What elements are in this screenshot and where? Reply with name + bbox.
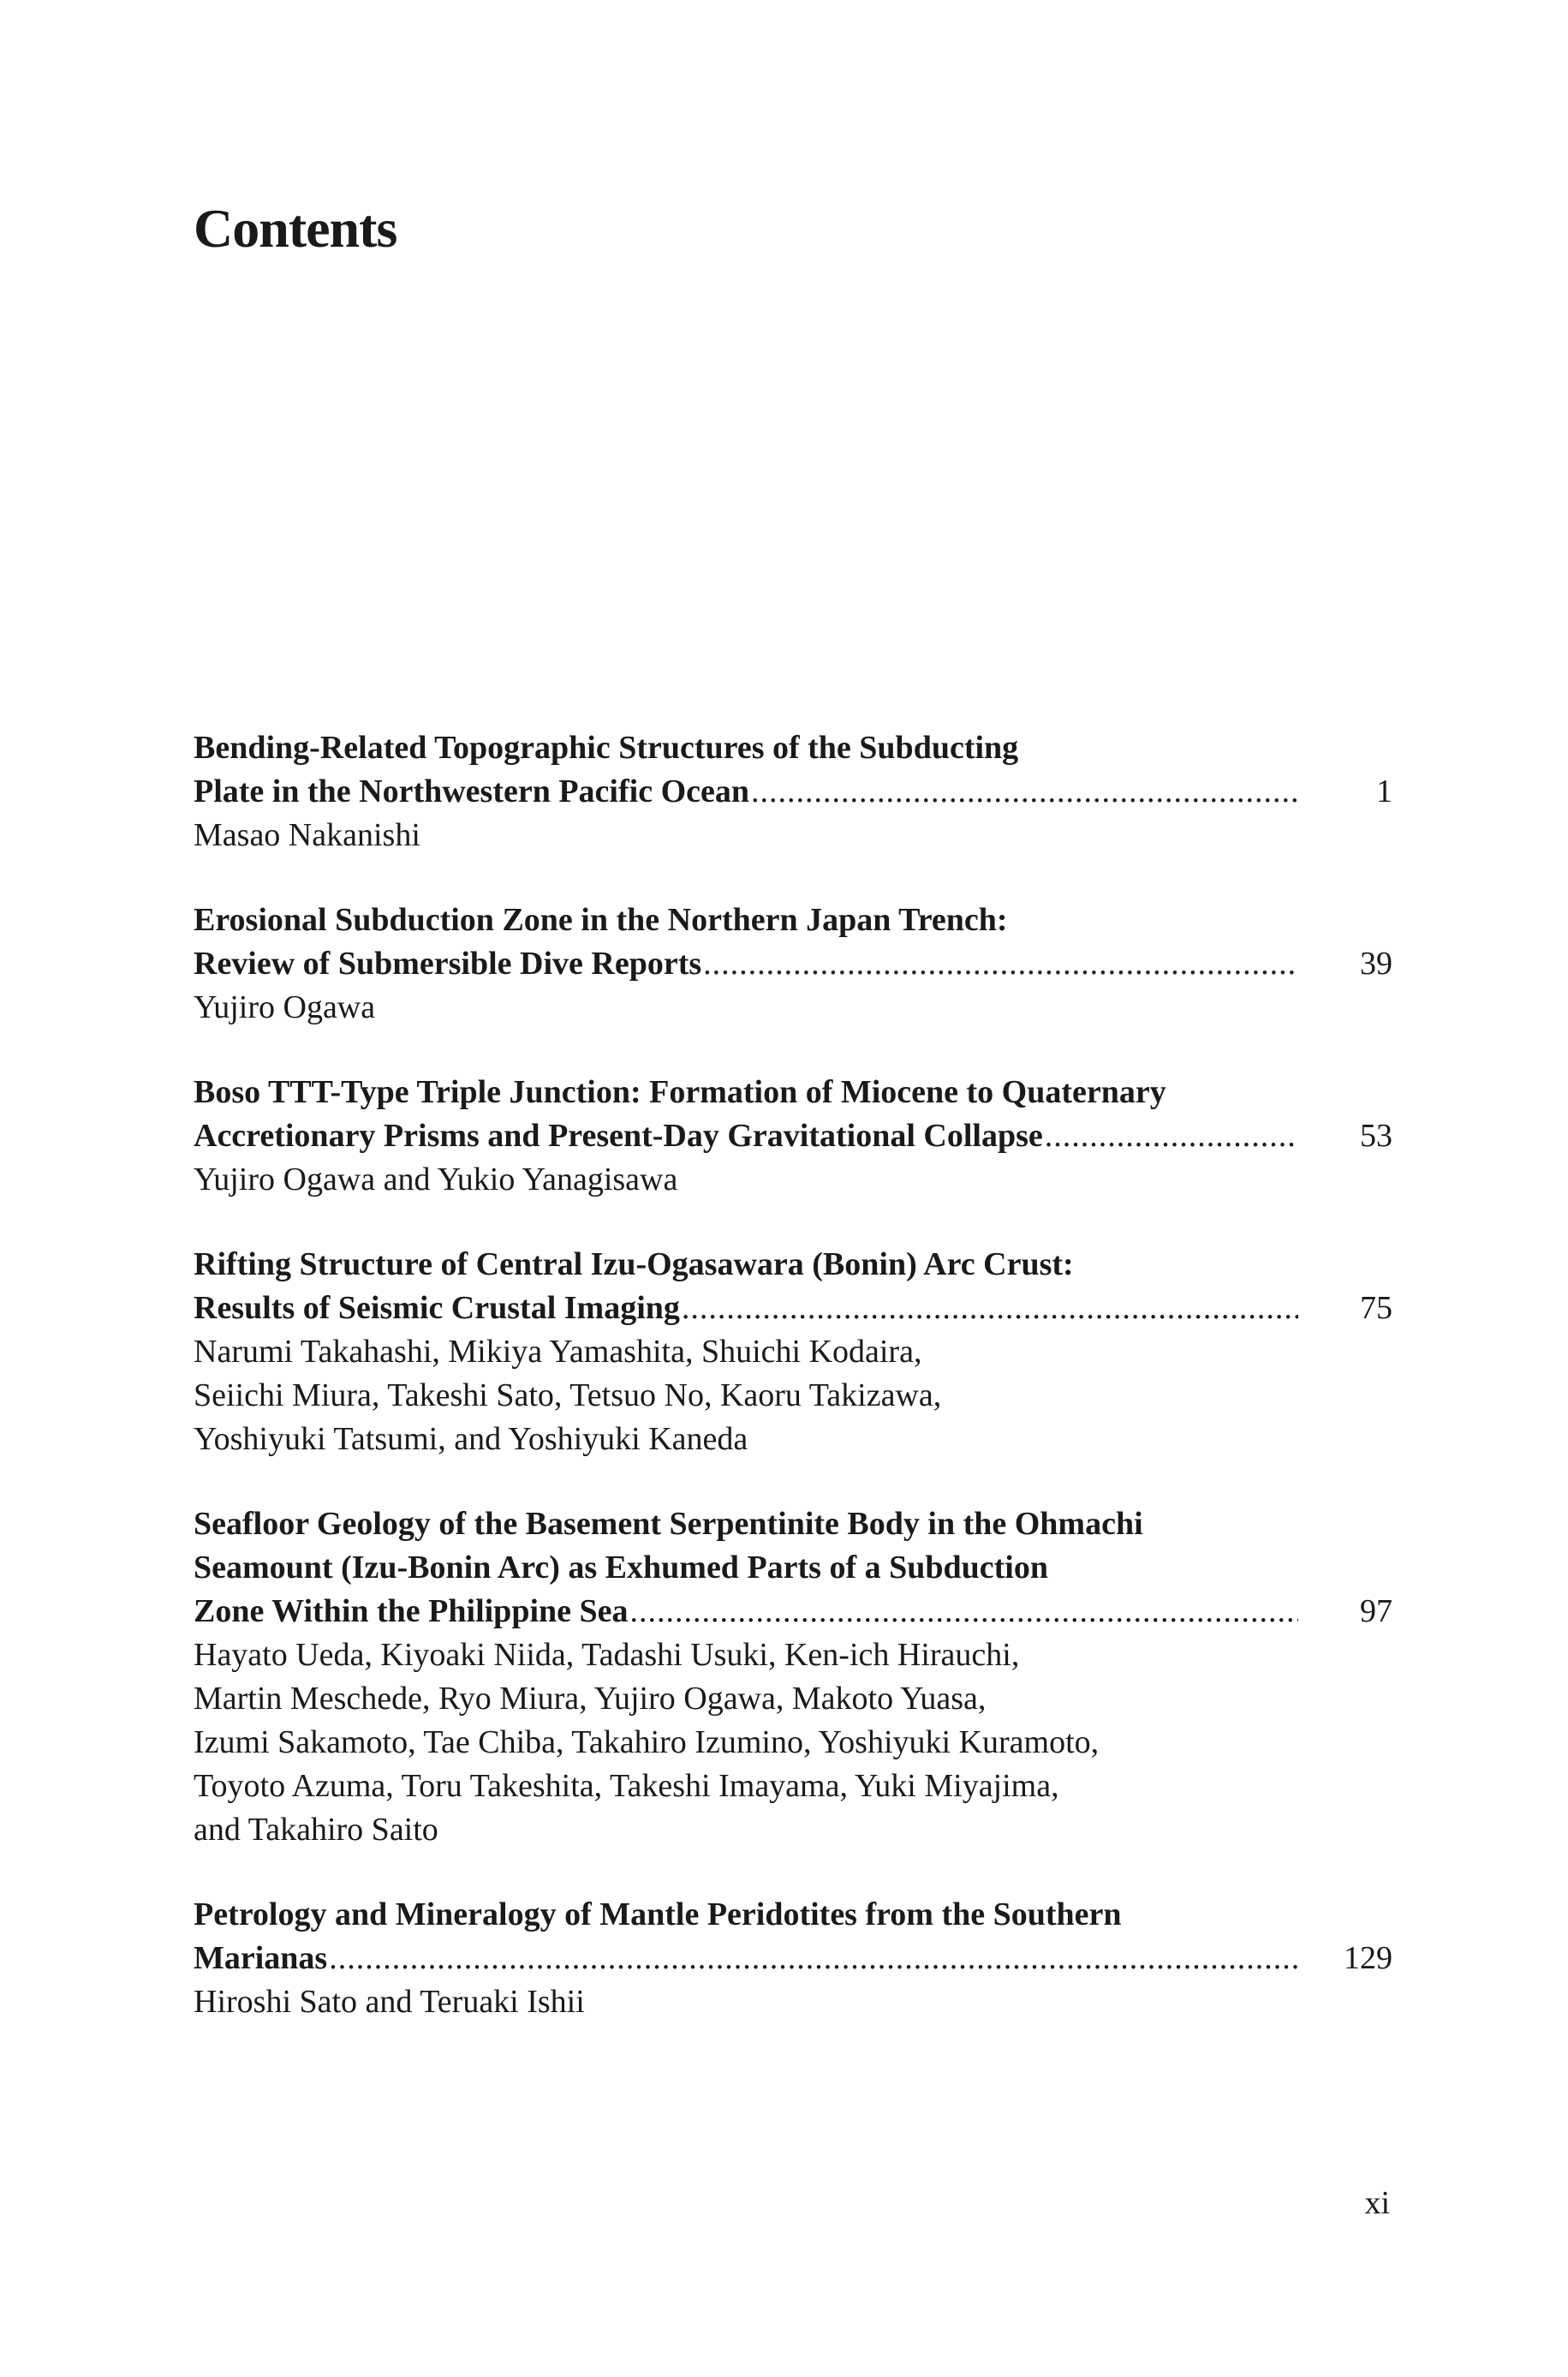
entry-title-last-line (194, 1937, 1392, 1980)
entry-authors: Hayato Ueda, Kiyoaki Niida, Tadashi Usuki, Ken-ich Hirauchi, (194, 1637, 1020, 1673)
dot-leader (1045, 1114, 1298, 1158)
entry-authors: Yoshiyuki Tatsumi, and Yoshiyuki Kaneda (194, 1421, 748, 1457)
entry-title-end: Plate in the Northwestern Pacific Ocean (194, 773, 749, 809)
entry-authors: Izumi Sakamoto, Tae Chiba, Takahiro Izumino, Yoshiyuki Kuramoto, (194, 1724, 1100, 1760)
entry-title-end: Results of Seismic Crustal Imaging (194, 1290, 680, 1326)
entry-page-number: 39 (1360, 946, 1392, 982)
toc-entry[interactable] (194, 726, 1392, 857)
page-title: Contents (194, 198, 397, 259)
toc-entry[interactable] (194, 899, 1392, 1030)
entry-authors: Yujiro Ogawa (194, 989, 376, 1025)
entry-authors: Seiichi Miura, Takeshi Sato, Tetsuo No, Kaoru Takizawa, (194, 1377, 942, 1413)
entry-title-last-line (194, 1287, 1392, 1330)
entry-page-number: 53 (1360, 1118, 1392, 1154)
entry-authors: and Takahiro Saito (194, 1812, 438, 1848)
entry-title-line: Erosional Subduction Zone in the Northern Japan Trench: (194, 902, 1008, 938)
entry-title-end: Marianas (194, 1940, 328, 1976)
table-of-contents (194, 726, 1392, 2065)
entry-title-end: Review of Submersible Dive Reports (194, 946, 702, 982)
entry-title-line: Seafloor Geology of the Basement Serpentinite Body in the Ohmachi (194, 1506, 1143, 1542)
entry-page-number: 97 (1360, 1593, 1392, 1629)
page-number: xi (1364, 2185, 1390, 2221)
entry-authors: Masao Nakanishi (194, 817, 420, 853)
entry-title-last-line (194, 770, 1392, 814)
entry-page-number: 1 (1376, 773, 1392, 809)
entry-title-line: Seamount (Izu-Bonin Arc) as Exhumed Parts of a Subduction (194, 1550, 1049, 1586)
dot-leader (682, 1287, 1298, 1330)
entry-page-number: 129 (1344, 1940, 1392, 1976)
entry-title-last-line (194, 942, 1392, 986)
entry-authors: Yujiro Ogawa and Yukio Yanagisawa (194, 1162, 678, 1197)
dot-leader (630, 1590, 1298, 1633)
toc-entry[interactable] (194, 1893, 1392, 2024)
entry-title-end: Accretionary Prisms and Present-Day Gravitational Collapse (194, 1118, 1043, 1154)
entry-authors: Toyoto Azuma, Toru Takeshita, Takeshi Imayama, Yuki Miyajima, (194, 1768, 1059, 1804)
entry-authors: Narumi Takahashi, Mikiya Yamashita, Shuichi Kodaira, (194, 1334, 922, 1370)
entry-title-line: Bending-Related Topographic Structures of the Subducting (194, 730, 1019, 766)
entry-title-last-line (194, 1590, 1392, 1633)
dot-leader (703, 942, 1298, 986)
dot-leader (751, 770, 1298, 814)
entry-page-number: 75 (1360, 1290, 1392, 1326)
toc-entry[interactable] (194, 1243, 1392, 1461)
toc-entry[interactable] (194, 1071, 1392, 1202)
entry-authors: Hiroshi Sato and Teruaki Ishii (194, 1984, 585, 2020)
entry-title-line: Boso TTT-Type Triple Junction: Formation of Miocene to Quaternary (194, 1074, 1166, 1110)
entry-title-line: Petrology and Mineralogy of Mantle Peridotites from the Southern (194, 1896, 1122, 1932)
entry-authors: Martin Meschede, Ryo Miura, Yujiro Ogawa, Makoto Yuasa, (194, 1681, 987, 1717)
entry-title-last-line (194, 1114, 1392, 1158)
dot-leader (329, 1937, 1298, 1980)
entry-title-line: Rifting Structure of Central Izu-Ogasawara (Bonin) Arc Crust: (194, 1246, 1074, 1282)
entry-title-end: Zone Within the Philippine Sea (194, 1593, 629, 1629)
toc-entry[interactable] (194, 1502, 1392, 1852)
